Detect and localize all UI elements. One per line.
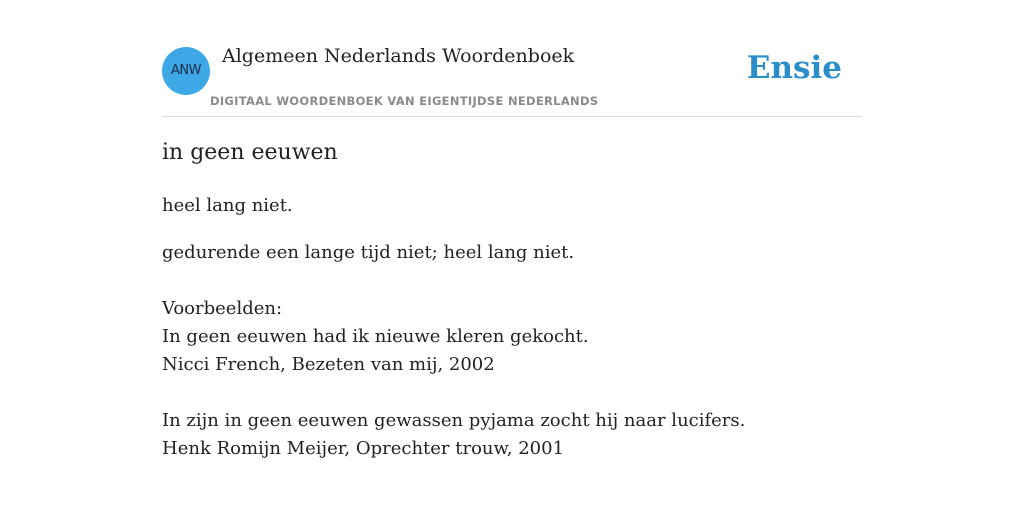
anw-logo[interactable]: ANW (162, 47, 210, 95)
examples-label: Voorbeelden: (162, 298, 283, 319)
definition: gedurende een lange tijd niet; heel lang niet. (162, 242, 575, 263)
site-subtitle: DIGITAAL WOORDENBOEK VAN EIGENTIJDSE NEDERLANDS (210, 94, 599, 108)
ensie-brand-logo[interactable]: Ensie (746, 50, 842, 86)
entry-term: in geen eeuwen (162, 140, 338, 165)
example-text: In zijn in geen eeuwen gewassen pyjama zocht hij naar lucifers. (162, 410, 746, 431)
example-text: In geen eeuwen had ik nieuwe kleren gekocht. (162, 326, 589, 347)
short-definition: heel lang niet. (162, 195, 293, 216)
example-source: Henk Romijn Meijer, Oprechter trouw, 2001 (162, 438, 565, 459)
example-source: Nicci French, Bezeten van mij, 2002 (162, 354, 495, 375)
site-header (162, 0, 862, 117)
page-content (162, 0, 862, 512)
site-title[interactable]: Algemeen Nederlands Woordenboek (222, 45, 575, 67)
